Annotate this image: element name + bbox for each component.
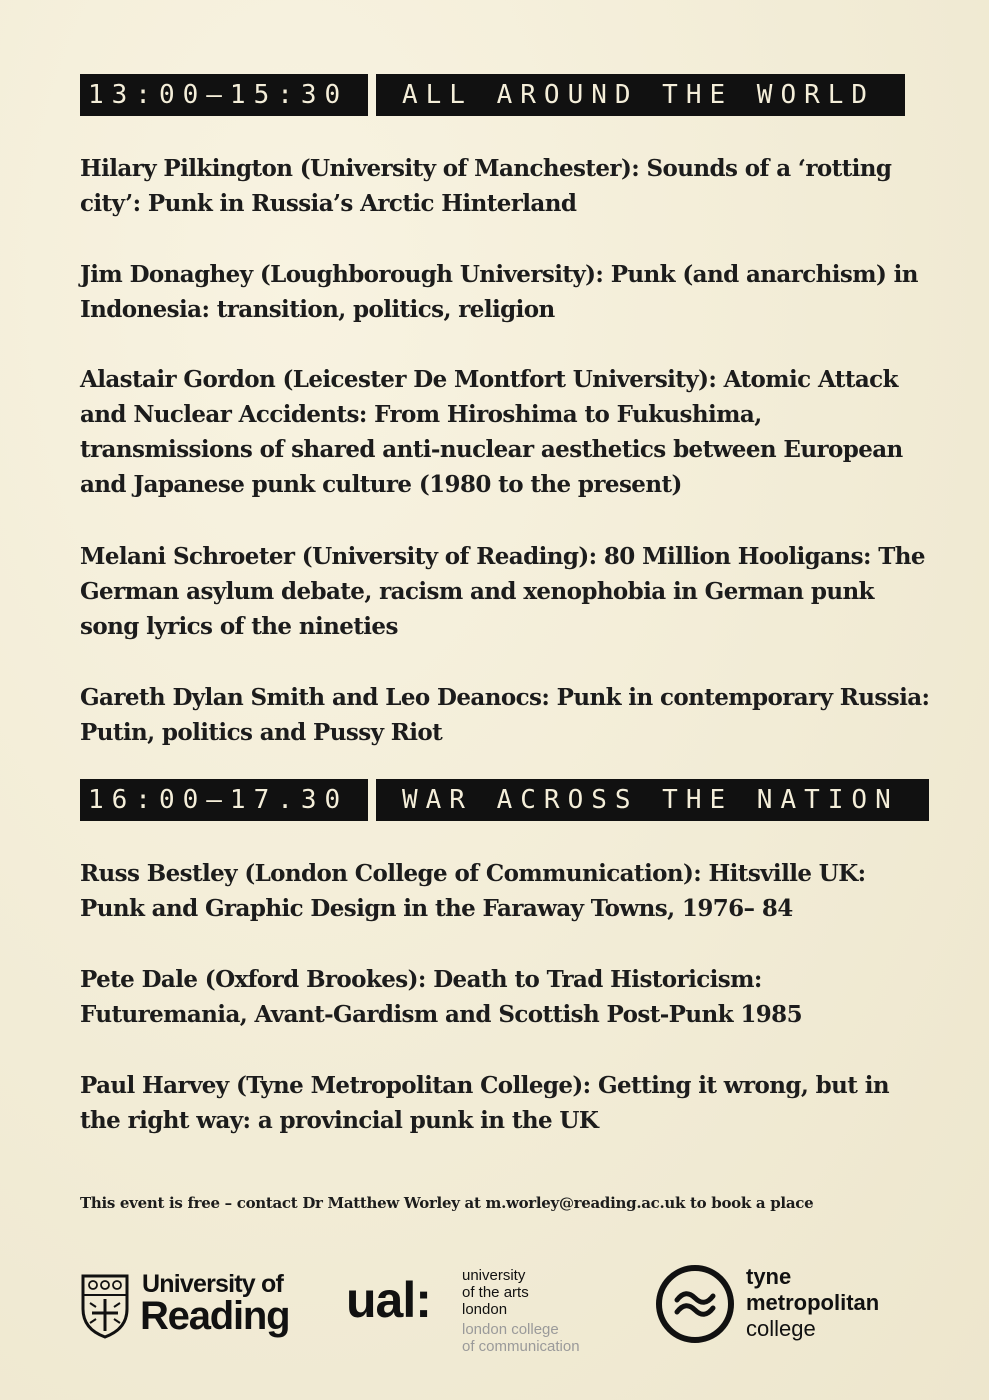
talk-1-2: Jim Donaghey (Loughborough University): Punk (and anarchism) in Indonesia: transition, politics, religion bbox=[80, 261, 918, 323]
ual-mark: ual: bbox=[346, 1272, 431, 1328]
talk-1-1: Hilary Pilkington (University of Manchester): Sounds of a ‘rotting city’: Punk in Russia’s Arctic Hinterland bbox=[80, 155, 892, 217]
ual-line5: of communication bbox=[462, 1338, 580, 1355]
ual-line4: london college bbox=[462, 1321, 559, 1338]
tyne-wave-icon bbox=[655, 1264, 735, 1344]
session-1-time: 13:00–15:30 bbox=[80, 74, 368, 116]
ual-line1: university bbox=[462, 1267, 526, 1284]
booking-note: This event is free – contact Dr Matthew Worley at m.worley@reading.ac.uk to book a place bbox=[80, 1194, 814, 1212]
talk-2-3: Paul Harvey (Tyne Metropolitan College): Getting it wrong, but in the right way: a provincial punk in the UK bbox=[80, 1072, 889, 1134]
tyne-logo bbox=[655, 1264, 925, 1346]
ual-line2: of the arts bbox=[462, 1284, 529, 1301]
session-1-title: ALL AROUND THE WORLD bbox=[376, 74, 905, 116]
talk-1-3: Alastair Gordon (Leicester De Montfort University): Atomic Attack and Nuclear Accidents: From Hiroshima to Fukushima, transmissions of shared anti-nuclear aesthetics between European and Japanese punk culture (1980 to the present) bbox=[80, 366, 903, 498]
tyne-line3: college bbox=[746, 1316, 816, 1341]
ual-line3: london bbox=[462, 1301, 508, 1318]
session-2-title: WAR ACROSS THE NATION bbox=[376, 779, 929, 821]
reading-crest-icon bbox=[80, 1273, 130, 1339]
reading-name-line1: University of bbox=[142, 1270, 284, 1298]
talk-1-4: Melani Schroeter (University of Reading): 80 Million Hooligans: The German asylum debate, racism and xenophobia in German punk song lyrics of the nineties bbox=[80, 543, 925, 640]
reading-logo bbox=[80, 1270, 305, 1345]
tyne-line2: metropolitan bbox=[746, 1290, 880, 1315]
talk-2-2: Pete Dale (Oxford Brookes): Death to Trad Historicism: Futuremania, Avant-Gardism and Scottish Post-Punk 1985 bbox=[80, 966, 802, 1028]
tyne-line1: tyne bbox=[746, 1264, 792, 1289]
talk-2-1: Russ Bestley (London College of Communication): Hitsville UK: Punk and Graphic Design in the Faraway Towns, 1976– 84 bbox=[80, 860, 866, 922]
session-2-time: 16:00–17.30 bbox=[80, 779, 368, 821]
talk-1-5: Gareth Dylan Smith and Leo Deanocs: Punk in contemporary Russia: Putin, politics and Pussy Riot bbox=[80, 684, 930, 746]
reading-name-line2: Reading bbox=[140, 1294, 290, 1338]
ual-logo bbox=[346, 1266, 616, 1358]
